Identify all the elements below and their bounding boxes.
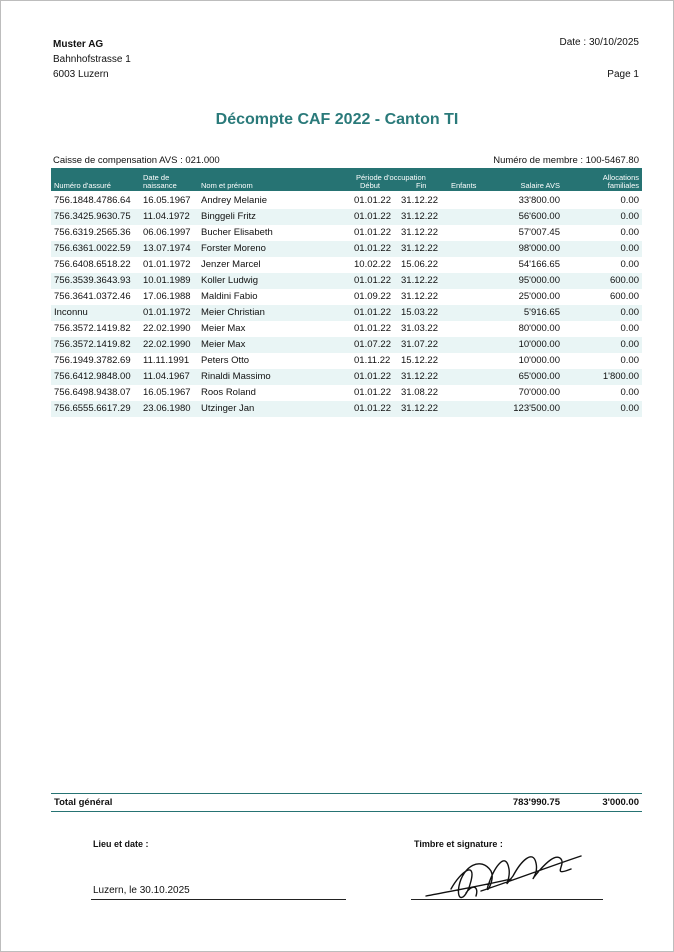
cell-alloc: 600.00 [609,291,639,302]
cell-salaire: 25'000.00 [518,291,560,302]
signature-line [411,899,603,900]
cell-fin: 31.12.22 [401,291,438,302]
cell-debut: 01.09.22 [354,291,391,302]
cell-numero: Inconnu [54,307,88,318]
cell-numero: 756.6412.9848.00 [54,371,131,382]
cell-salaire: 80'000.00 [518,323,560,334]
total-salaire: 783'990.75 [512,797,560,808]
cell-nom: Meier Max [201,323,246,334]
cell-numero: 756.6555.6617.29 [54,403,131,414]
cell-nom: Andrey Melanie [201,195,268,206]
cell-debut: 01.01.22 [354,307,391,318]
cell-numero: 756.3641.0372.46 [54,291,131,302]
cell-salaire: 10'000.00 [518,339,560,350]
cell-nom: Peters Otto [201,355,250,366]
table-row [51,193,642,209]
table-row [51,401,642,417]
total-row [51,796,642,810]
cell-alloc: 0.00 [620,211,639,222]
cell-salaire: 95'000.00 [518,275,560,286]
cell-nom: Maldini Fabio [201,291,258,302]
total-alloc: 3'000.00 [602,797,639,808]
cell-alloc: 1'800.00 [602,371,639,382]
cell-fin: 15.06.22 [401,259,438,270]
total-top-rule [51,793,642,794]
cell-numero: 756.1949.3782.69 [54,355,131,366]
cell-fin: 31.07.22 [401,339,438,350]
cell-fin: 31.12.22 [401,195,438,206]
table-row [51,369,642,385]
cell-fin: 31.08.22 [401,387,438,398]
company-city: 6003 Luzern [53,69,109,80]
table-header [51,168,642,191]
cell-nom: Rinaldi Massimo [201,371,271,382]
table-row [51,289,642,305]
header-numero: Numéro d'assuré [54,181,111,190]
cell-debut: 01.01.22 [354,243,391,254]
cell-salaire: 98'000.00 [518,243,560,254]
cell-nom: Forster Moreno [201,243,266,254]
header-enfants: Enfants [451,181,477,190]
cell-debut: 01.01.22 [354,195,391,206]
cell-naissance: 11.04.1967 [143,371,190,382]
cell-debut: 01.11.22 [354,355,391,366]
table-row [51,305,642,321]
cell-numero: 756.6319.2565.36 [54,227,131,238]
cell-nom: Bucher Elisabeth [201,227,273,238]
cell-salaire: 56'600.00 [518,211,560,222]
header-salaire: Salaire AVS [520,181,560,190]
lieu-date-label: Lieu et date : [93,839,149,849]
cell-naissance: 11.11.1991 [143,355,190,366]
cell-numero: 756.3425.9630.75 [54,211,131,222]
cell-fin: 31.12.22 [401,227,438,238]
table-row [51,385,642,401]
company-street: Bahnhofstrasse 1 [53,54,131,65]
cell-alloc: 0.00 [620,227,639,238]
table-body [51,193,642,417]
cell-fin: 31.12.22 [401,275,438,286]
page-number: Page 1 [607,69,639,80]
cell-debut: 01.01.22 [354,403,391,414]
cell-alloc: 0.00 [620,195,639,206]
cell-fin: 31.12.22 [401,403,438,414]
cell-naissance: 10.01.1989 [143,275,191,286]
cell-salaire: 65'000.00 [518,371,560,382]
cell-debut: 10.02.22 [354,259,391,270]
member-number: Numéro de membre : 100-5467.80 [493,155,639,166]
cell-debut: 01.01.22 [354,323,391,334]
cell-numero: 756.1848.4786.64 [54,195,131,206]
cell-naissance: 11.04.1972 [143,211,190,222]
header-date-2: naissance [143,181,177,190]
table-row [51,241,642,257]
cell-debut: 01.01.22 [354,371,391,382]
table-row [51,225,642,241]
cell-numero: 756.3572.1419.82 [54,323,131,334]
cell-salaire: 57'007.45 [518,227,560,238]
header-fin: Fin [416,181,427,190]
cell-fin: 31.12.22 [401,243,438,254]
cell-debut: 01.07.22 [354,339,391,350]
caisse-info: Caisse de compensation AVS : 021.000 [53,155,220,166]
signature-label: Timbre et signature : [414,839,503,849]
cell-nom: Koller Ludwig [201,275,259,286]
cell-fin: 15.12.22 [401,355,438,366]
total-bottom-rule [51,811,642,812]
cell-numero: 756.3572.1419.82 [54,339,131,350]
cell-debut: 01.01.22 [354,227,391,238]
header-alloc-1: Allocations [602,173,639,182]
cell-numero: 756.6361.0022.59 [54,243,131,254]
cell-naissance: 06.06.1997 [143,227,191,238]
cell-numero: 756.6498.9438.07 [54,387,131,398]
cell-nom: Binggeli Fritz [201,211,256,222]
lieu-date-value: Luzern, le 30.10.2025 [93,885,190,896]
cell-alloc: 0.00 [620,403,639,414]
cell-alloc: 0.00 [620,355,639,366]
cell-naissance: 01.01.1972 [143,307,191,318]
table-row [51,209,642,225]
company-name: Muster AG [53,39,104,50]
cell-fin: 15.03.22 [401,307,438,318]
cell-alloc: 0.00 [620,387,639,398]
cell-salaire: 33'800.00 [518,195,560,206]
cell-naissance: 13.07.1974 [143,243,191,254]
cell-salaire: 5'916.65 [523,307,560,318]
cell-numero: 756.6408.6518.22 [54,259,131,270]
cell-alloc: 0.00 [620,243,639,254]
cell-debut: 01.01.22 [354,211,391,222]
cell-salaire: 123'500.00 [513,403,560,414]
cell-debut: 01.01.22 [354,275,391,286]
signature-image [421,841,591,911]
cell-fin: 31.03.22 [401,323,438,334]
header-alloc-2: familiales [607,181,639,190]
cell-naissance: 22.02.1990 [143,323,191,334]
cell-naissance: 17.06.1988 [143,291,191,302]
total-label: Total général [54,797,113,808]
document-date: Date : 30/10/2025 [559,37,639,48]
header-nom: Nom et prénom [201,181,253,190]
cell-salaire: 70'000.00 [518,387,560,398]
page-title: Décompte CAF 2022 - Canton TI [215,111,459,128]
cell-alloc: 0.00 [620,323,639,334]
cell-naissance: 01.01.1972 [143,259,191,270]
header-debut: Début [360,181,381,190]
table-row [51,321,642,337]
header-date-1: Date de [143,173,170,182]
cell-debut: 01.01.22 [354,387,391,398]
table-row [51,337,642,353]
cell-naissance: 23.06.1980 [143,403,191,414]
cell-nom: Meier Christian [201,307,265,318]
cell-nom: Roos Roland [201,387,256,398]
table-row [51,273,642,289]
table-row [51,353,642,369]
cell-alloc: 600.00 [609,275,639,286]
cell-salaire: 10'000.00 [518,355,560,366]
cell-naissance: 22.02.1990 [143,339,191,350]
cell-naissance: 16.05.1967 [143,387,191,398]
cell-nom: Meier Max [201,339,246,350]
cell-fin: 31.12.22 [401,211,438,222]
company-address [53,37,131,82]
cell-naissance: 16.05.1967 [143,195,191,206]
lieu-date-line [91,899,346,900]
cell-fin: 31.12.22 [401,371,438,382]
cell-alloc: 0.00 [620,307,639,318]
cell-nom: Utzinger Jan [201,403,255,414]
table-row [51,257,642,273]
cell-nom: Jenzer Marcel [201,259,261,270]
cell-numero: 756.3539.3643.93 [54,275,131,286]
cell-salaire: 54'166.65 [518,259,560,270]
cell-alloc: 0.00 [620,259,639,270]
header-periode: Période d'occupation [356,173,426,182]
cell-alloc: 0.00 [620,339,639,350]
